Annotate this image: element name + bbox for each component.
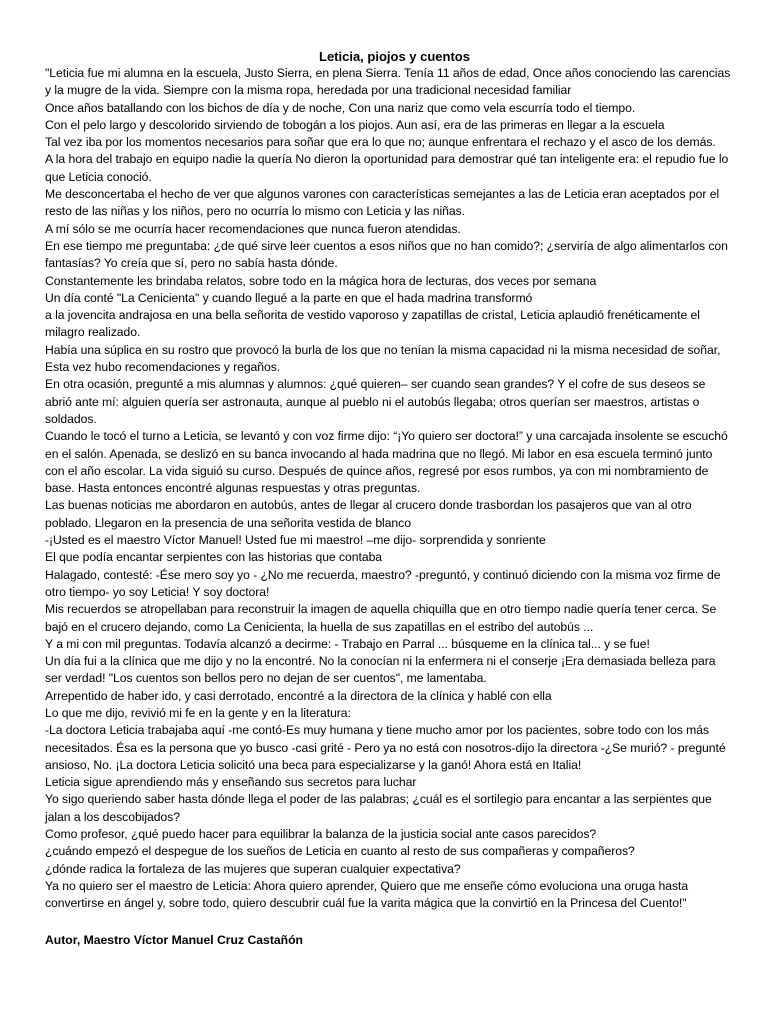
story-paragraph: ¿cuándo empezó el despegue de los sueños de Leticia en cuanto al resto de sus compañeras y compañeros? bbox=[45, 844, 635, 859]
story-paragraph: -La doctora Leticia trabajaba aquí -me contó-Es muy humana y tiene mucho amor por los pacientes, sobre todo con los más necesitados. Ésa es la persona que yo busco -casi grité - Pero ya no está con nosotros-dijo la directora -¿Se murió? - pregunté ansioso, No. ¡La doctora Leticia solicitó una beca para especializarse y la ganó! Ahora está en Italia! bbox=[45, 723, 726, 772]
story-paragraph: Con el pelo largo y descolorido sirviendo de tobogán a los piojos. Aun así, era de las primeras en llegar a la escuela bbox=[45, 117, 665, 132]
story-paragraph: Me desconcertaba el hecho de ver que algunos varones con características semejantes a las de Leticia eran aceptados por el resto de las niñas y los niños, pero no ocurría lo mismo con Leticia y las niñas. bbox=[45, 187, 720, 219]
story-paragraph: Lo que me dijo, revivió mi fe en la gente y en la literatura: bbox=[45, 705, 351, 720]
story-paragraph: Arrepentido de haber ido, y casi derrotado, encontré a la directora de la clínica y hablé con ella bbox=[45, 688, 552, 703]
story-paragraph: Un día fui a la clínica que me dijo y no la encontré. No la conocían ni la enfermera ni el conserje ¡Era demasiada belleza para ser verdad! "Los cuentos son bellos pero no dejan de ser cuentos", me lamentaba. bbox=[45, 654, 716, 686]
story-paragraph: En otra ocasión, pregunté a mis alumnas y alumnos: ¿qué quieren– ser cuando sean grandes? Y el cofre de sus deseos se abrió ante mí: alguien quería ser astronauta, aunque al pueblo ni el autobús llegaba; otros querían ser maestros, artistas o soldados. bbox=[45, 377, 706, 426]
story-paragraph: En ese tiempo me preguntaba: ¿de qué sirve leer cuentos a esos niños que no han comido?; ¿serviría de algo alimentarlos con fantasías? Yo creía que sí, pero no sabía hasta dónde. bbox=[45, 238, 728, 271]
story-paragraph: ¿dónde radica la fortaleza de las mujeres que superan cualquier expectativa? bbox=[45, 861, 461, 876]
story-paragraph: Había una súplica en su rostro que provocó la burla de los que no tenían la misma capacidad ni la misma necesidad de soñar, Esta vez hubo recomendaciones y regaños. bbox=[45, 342, 721, 375]
story-paragraph: A la hora del trabajo en equipo nadie la quería No dieron la oportunidad para demostrar qué tan inteligente era: el repudio fue lo que Leticia conoció. bbox=[45, 152, 729, 184]
story-paragraph: "Leticia fue mi alumna en la escuela, Justo Sierra, en plena Sierra. Tenía 11 años de edad, Once años conociendo las carencias y la mugre de la vida. Siempre con la misma ropa, heredada por una tradicional necesidad familiar bbox=[45, 66, 731, 98]
story-paragraph: Yo sigo queriendo saber hasta dónde llega el poder de las palabras; ¿cuál es el sortilegio para encantar a las serpientes que jalan a los descobijados? bbox=[45, 792, 712, 824]
story-paragraph: Mis recuerdos se atropellaban para reconstruir la imagen de aquella chiquilla que en otro tiempo nadie quería tener cerca. Se bajó en el crucero dejando, como La Cenicienta, la huella de sus zapatillas en el estribo del autobús ... bbox=[45, 602, 717, 634]
story-paragraph: Como profesor, ¿qué puedo hacer para equilibrar la balanza de la justicia social ante casos parecidos? bbox=[45, 827, 597, 842]
story-paragraph: -¡Usted es el maestro Víctor Manuel! Usted fue mi maestro! –me dijo- sorprendida y sonriente bbox=[45, 533, 546, 548]
story-paragraph: Cuando le tocó el turno a Leticia, se levantó y con voz firme dijo: “¡Yo quiero ser doctora!” y una carcajada insolente se escuchó en el salón. Apenada, se deslizó en su banca invocando al hada madrina que no llegó. Mi labor en esa escuela terminó junto con el año escolar. La vida siguió su curso. Después de quince años, regresé por esos rumbos, ya con mi nombramiento de base. Hasta entonces encontré algunas respuestas y otras preguntas. bbox=[45, 429, 728, 496]
story-paragraph: Halagado, contesté: -Ése mero soy yo - ¿No me recuerda, maestro? -preguntó, y continuó diciendo con la misma voz firme de otro tiempo- yo soy Leticia! Y soy doctora! bbox=[45, 567, 721, 599]
story-paragraph: Once años batallando con los bichos de día y de noche, Con una nariz que como vela escurría todo el tiempo. bbox=[45, 100, 636, 115]
story-paragraph: Las buenas noticias me abordaron en autobús, antes de llegar al crucero donde trasbordan los pasajeros que van al otro poblado. Llegaron en la presencia de una señorita vestida de blanco bbox=[45, 498, 692, 530]
story-paragraph: A mí sólo se me ocurría hacer recomendaciones que nunca fueron atendidas. bbox=[45, 221, 461, 236]
story-paragraph: Constantemente les brindaba relatos, sobre todo en la mágica hora de lecturas, dos veces por semana bbox=[45, 273, 597, 288]
story-paragraph: Un día conté "La Cenicienta" y cuando llegué a la parte en que el hada madrina transformó bbox=[45, 290, 533, 305]
story-paragraph: a la jovencita andrajosa en una bella señorita de vestido vaporoso y zapatillas de cristal, Leticia aplaudió frenéticamente el milagro realizado. bbox=[45, 308, 700, 340]
author-credit: Autor, Maestro Víctor Manuel Cruz Castañón bbox=[45, 932, 304, 947]
story-paragraph: El que podía encantar serpientes con las historias que contaba bbox=[45, 550, 383, 565]
story-paragraph: Ya no quiero ser el maestro de Leticia: Ahora quiero aprender, Quiero que me enseñe cómo evoluciona una oruga hasta convertirse en ángel y, sobre todo, quiero descubrir cuál fue la varita mágica que la convirtió en la Princesa del Cuento!" bbox=[45, 878, 689, 911]
story-body bbox=[45, 65, 732, 913]
story-paragraph: Tal vez iba por los momentos necesarios para soñar que era lo que no; aunque enfrentara el rechazo y el asco de los demás. bbox=[45, 135, 716, 150]
story-paragraph: Leticia sigue aprendiendo más y enseñando sus secretos para luchar bbox=[45, 775, 417, 790]
document-title: Leticia, piojos y cuentos bbox=[319, 49, 470, 64]
story-paragraph: Y a mi con mil preguntas. Todavía alcanzó a decirme: - Trabajo en Parral ... búsqueme en la clínica tal... y se fue! bbox=[45, 636, 650, 651]
